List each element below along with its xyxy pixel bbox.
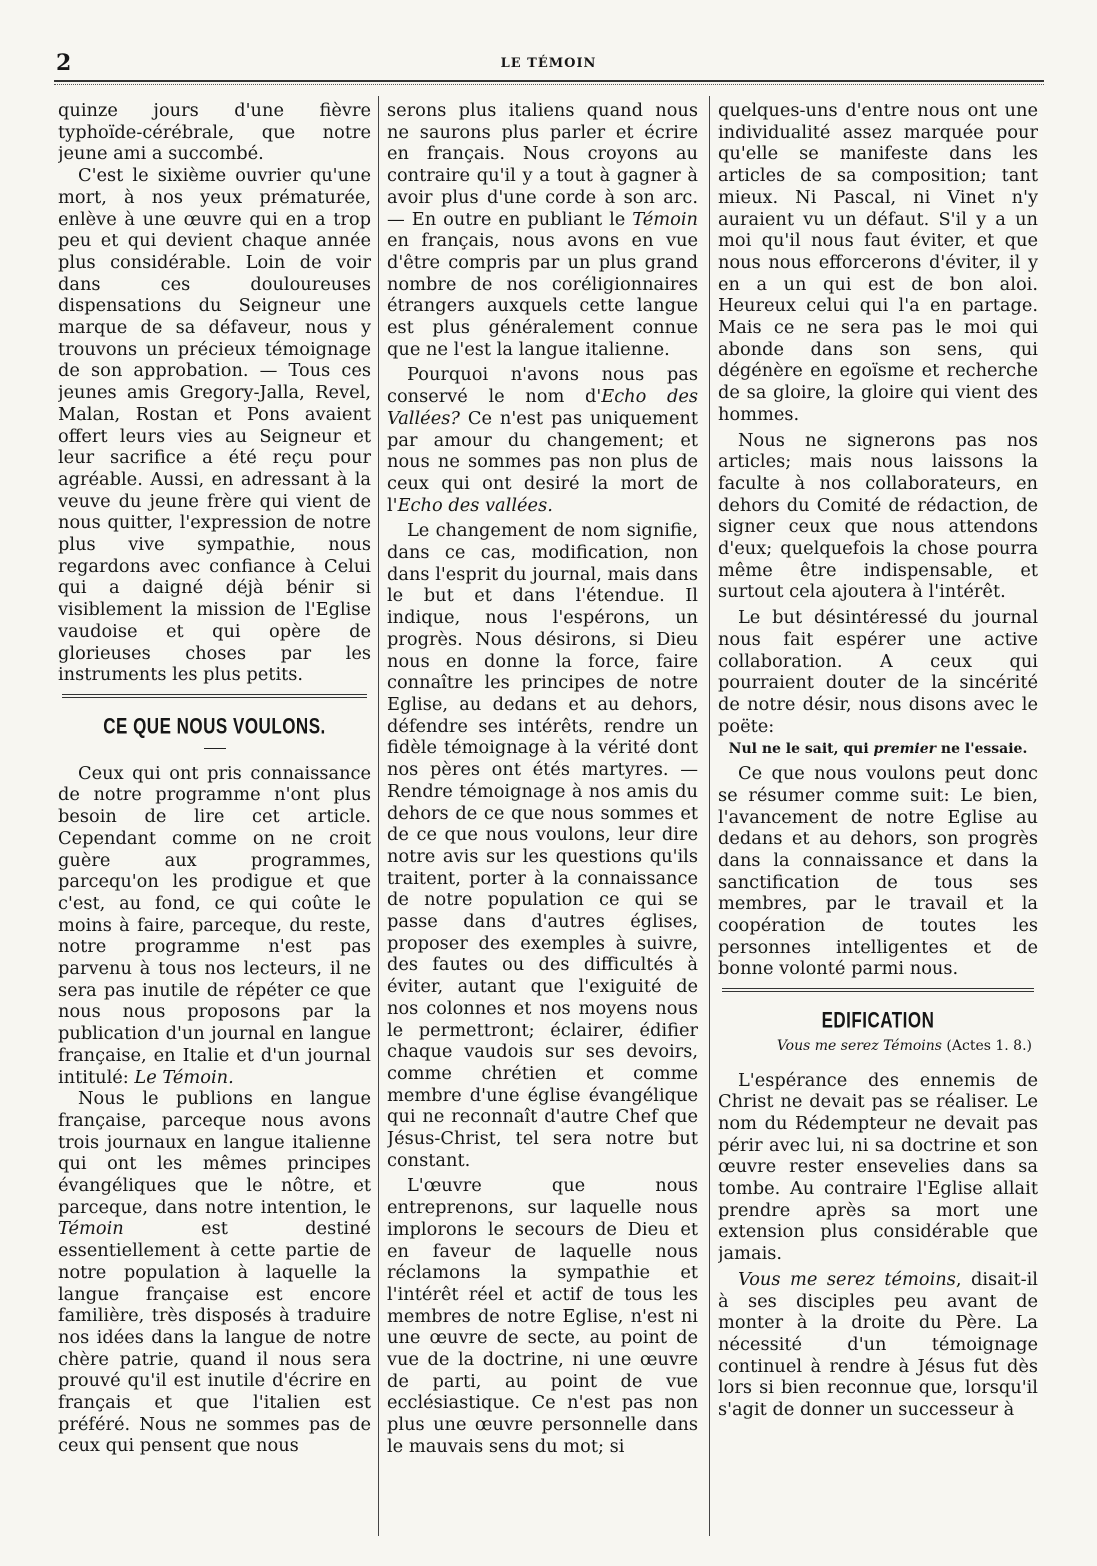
paragraph: quinze jours d'une fièvre typhoïde-cérébrale, que notre jeune ami a succombé.: [58, 100, 371, 165]
running-title: LE TÉMOIN: [500, 56, 597, 71]
paragraph-text: serons plus italiens quand nous ne saurons plus parler et écrire en français. Nous croyons au contraire qu'il y a tout à gagner à avoir plus d'une corde à son arc. — En outre en publiant le: [387, 100, 698, 230]
paragraph: L'espérance des ennemis de Christ ne devait pas se réaliser. Le nom du Rédempteur ne devait pas périr avec lui, ni sa doctrine et son œuvre rester ensevelies dans sa tombe. Au contraire l'Eglise allait prendre après sa mort une extension plus considérable que jamais.: [718, 1069, 1038, 1265]
paragraph-text: Nous le publions en langue française, parceque nous avons trois journaux en langue italienne qui ont les mêmes principes évangéliques que le nôtre, et parceque, dans notre intention, le: [58, 1088, 371, 1218]
paragraph: Nous ne signerons pas nos articles; mais nous laissons la faculte à nos collaborateurs, en dehors du Comité de rédaction, de signer ceux que nous attendons d'eux; quelquefois la chose pourra même être indispensable, et surtout cela ajoutera à l'intérêt.: [718, 429, 1038, 603]
column-1: [58, 100, 371, 1540]
paragraph: [58, 763, 371, 1089]
journal-title: Le Témoin.: [134, 1066, 234, 1088]
paragraph-text: Ceux qui ont pris connaissance de notre programme n'ont plus besoin de lire cet article. Cependant comme on ne croit guère aux programmes, parcequ'on les prodigue et que c'est, au fond, ce qui coûte le moins à faire, parceque, du reste, notre programme n'est pas parvenu à tous nos lecteurs, il ne sera pas inutile de répéter ce que nous nous proposons par la publication d'un journal en langue française, en Italie et d'un journal intitulé:: [58, 762, 371, 1088]
paragraph: Le changement de nom signifie, dans ce cas, modification, non dans l'esprit du journal, mais dans le but et dans l'étendue. Il indique, nous l'espérons, un progrès. Nous désirons, si Dieu nous en donne la force, faire connaître les principes de notre Eglise, au dedans et au dehors, défendre ses intérêts, rendre un fidèle témoignage à la vérité dont nos pères ont étés martyres. — Rendre témoignage à nos amis du dehors de ce que nous sommes et de ce que nous voulons, leur dire notre avis sur les questions qu'ils traitent, porter à la connaissance de notre population ce qui se passe dans d'autres églises, proposer des exemples à suivre, des fautes ou des difficultés à éviter, autant que l'exiguité de nos colonnes et nos moyens nous le permettront; éclairer, édifier chaque vaudois sur ses devoirs, comme chrétien et comme membre d'une église évangélique qui ne reconnaît d'autre Chef que Jésus-Christ, tel sera notre but constant.: [387, 520, 698, 1171]
journal-title: Echo des Vallées?: [387, 386, 698, 429]
header-rule-dotted: [54, 84, 1044, 85]
quote-emphasis: Vous me serez témoins: [738, 1268, 956, 1290]
column-separator: [709, 96, 710, 1536]
section-divider: [62, 694, 367, 698]
paragraph-text: en français, nous avons en vue d'être compris par un plus grand nombre de nos coréligionnaires étrangers auxquels cette langue est plus généralement connue que ne l'est la langue italienne.: [387, 230, 698, 360]
epigraph-text: Vous me serez Témoins: [776, 1037, 942, 1054]
paragraph: C'est le sixième ouvrier qu'une mort, à nos yeux prématurée, enlève à une œuvre qui en a trop peu et qui devient chaque année plus considérable. Loin de voir dans ces douloureuses dispensations du Seigneur une marque de sa défaveur, nous y trouvons un précieux témoignage de son approbation. — Tous ces jeunes amis Gregory-Jalla, Revel, Malan, Rostan et Pons avaient offert leurs vies au Seigneur et leur sacrifice a été reçu pour agréable. Aussi, en adressant à la veuve du jeune frère qui vient de nous quitter, l'expression de notre plus vive sympathie, nous regardons avec confiance à Celui qui a daigné déjà bénir si visiblement la mission de l'Eglise vaudoise et qui opère de glorieuses choses par les instruments les plus petits.: [58, 165, 371, 686]
section-title: EDIFICATION: [821, 1008, 935, 1033]
paragraph: L'œuvre que nous entreprenons, sur laquelle nous implorons le secours de Dieu et en faveur de laquelle nous réclamons la sympathie et l'intérêt réel et actif de tous les membres de notre Eglise, n'est ni une œuvre de secte, au point de vue de la doctrine, ni une œuvre de parti, au point de vue ecclésiastique. Ce n'est pas non plus une œuvre personnelle dans le mauvais sens du mot; si: [387, 1175, 698, 1457]
epigraph-reference: (Actes 1. 8.): [941, 1037, 1032, 1054]
paragraph-text: est destiné essentiellement à cette partie de notre population à laquelle la langue française est encore familière, très disposés à traduire nos idées dans la langue de notre chère patrie, quand il nous sera prouvé qu'il est inutile d'écrire en français et que l'italien est préféré. Nous ne sommes pas de ceux qui pensent que nous: [58, 1218, 371, 1457]
epigraph: [718, 1036, 1032, 1058]
journal-title: Echo des vallées.: [397, 494, 553, 516]
section-divider: [722, 988, 1034, 992]
paragraph: Ce que nous voulons peut donc se résumer comme suit: Le bien, l'avancement de notre Eglise au dedans et au dehors, son progrès dans la connaissance et dans la sanctification de tous ses membres, par le travail et la coopération de toutes les personnes intelligentes et de bonne volonté parmi nous.: [718, 763, 1038, 980]
paragraph: [387, 364, 698, 516]
header-rule: [54, 80, 1044, 82]
paragraph: [387, 100, 698, 360]
column-2: [387, 100, 698, 1540]
column-separator: [378, 96, 379, 1536]
page-number: 2: [56, 50, 72, 76]
paragraph: Le but désintéressé du journal nous fait espérer une active collaboration. A ceux qui pourraient douter de la sincérité de notre désir, nous disons avec le poëte:: [718, 607, 1038, 737]
title-dash: [204, 748, 226, 749]
paragraph-text: Pourquoi n'avons nous pas conservé le nom d': [387, 364, 698, 408]
journal-title: Témoin: [58, 1218, 124, 1240]
paragraph: quelques-uns d'entre nous ont une individualité assez marquée pour qu'elle se manifeste dans les articles de sa composition; tant mieux. Ni Pascal, ni Vinet n'y auraient vu un défaut. S'il y a un moi qu'il nous faut éviter, et que nous nous efforcerons d'éviter, il y en a un qui est de bon aloi. Heureux celui qui l'a en partage. Mais ce ne sera pas le moi qui abonde dans son sens, qui dégénère en egoïsme et recherche de sa gloire, la gloire qui vient des hommes.: [718, 100, 1038, 425]
quote-emphasis: premier: [873, 741, 937, 758]
quote-text: ne l'essaie.: [936, 741, 1028, 758]
column-3: [718, 100, 1038, 1540]
quote-text: Nul ne le sait, qui: [728, 741, 874, 758]
journal-title: Témoin: [632, 208, 698, 230]
section-title: CE QUE NOUS VOULONS.: [103, 714, 326, 739]
poet-quote: [718, 739, 1038, 761]
paragraph: [58, 1088, 371, 1457]
paragraph-text: , disait-il à ses disciples peu avant de monter à la droite du Père. La nécessité d'un témoignage continuel à rendre à Jésus fut dès lors si bien reconnue que, lorsqu'il s'agit de donner un successeur à: [718, 1268, 1038, 1421]
paragraph: [718, 1269, 1038, 1421]
paragraph-text: Ce n'est pas uniquement par amour du changement; et nous ne sommes pas non plus de ceux qui ont desiré la mort de l': [387, 407, 698, 516]
